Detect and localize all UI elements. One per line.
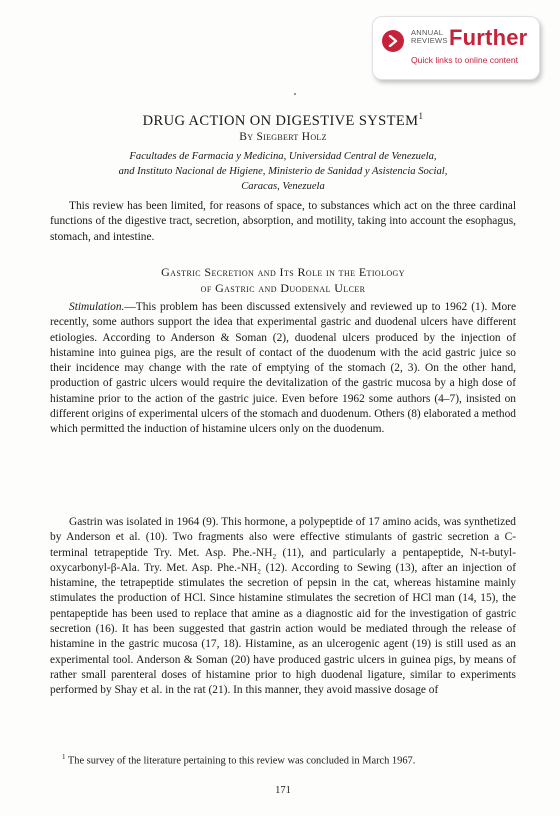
page-number: 171: [275, 785, 291, 796]
affiliation-line-3: Caracas, Venezuela: [241, 181, 325, 192]
author-line: [50, 131, 516, 143]
further-logo-circle: [382, 30, 404, 52]
article-title-text: DRUG ACTION ON DIGESTIVE SYSTEM: [142, 112, 419, 129]
quick-links-link[interactable]: Quick links to online content: [411, 55, 519, 65]
chevron-right-icon: [388, 35, 398, 47]
section-heading-line-1: Gastric Secretion and Its Role in the Etiology: [161, 265, 405, 279]
further-badge[interactable]: [372, 16, 540, 80]
stimulation-text: —This problem has been discussed extensively and reviewed up to 1962 (1). More recently, some authors support the idea that experimental gastric and duodenal ulcers have different etiologies. According to Anderson & Soman (2), duodenal ulcers produced by the injection of histamine into guinea pigs, are the result of contact of the duodenum with the acid gastric juice so their incidence may change with the rate of emptying of the stomach (2, 3). On the other hand, production of gastric ulcers would require the devitalization of the gastric mucosa by a high dose of histamine prior to the action of the gastric juice. Even before 1962 some authors (4–7), insisted on different origins of experimental ulcers of the stomach and duodenum. Others (8) elaborated a method which permitted the induction of histamine ulcers only on the duodenum.: [50, 301, 516, 436]
footnote-mark: 1: [62, 753, 66, 761]
footnote: [50, 750, 516, 768]
author-name: Siegbert Holz: [256, 131, 327, 143]
article-title: [50, 111, 516, 130]
stimulation-paragraph: [50, 300, 516, 438]
further-label: Further: [449, 25, 528, 50]
annual-label: ANNUAL: [411, 28, 444, 37]
gastrin-paragraph: Gastrin was isolated in 1964 (9). This hormone, a polypeptide of 17 amino acids, was synthetized by Anderson et al. (10). Two fragments also were effective stimulants of gastric secretion a C-terminal tetrapeptide Try. Met. Asp. Phe.-NH₂ (11), and particularly a pentapeptide, N-t-butyl-oxycarbonyl-β-Ala. Try. Met. Asp. Phe.-NH₂ (12). According to Sewing (13), after an injection of histamine, the tetrapeptide stimulates the secretion of pepsin in the cat, whereas histamine mainly stimulates the production of HCl. Since histamine stimulates the secretion of HCl man (14, 15), the pentapeptide has been used to replace that amine as a diagnostic aid for the investigation of gastric secretion (16). It has been suggested that gastrin action would be mediated through the release of histamine in the gastric mucosa (17, 18). Histamine, as an ulcerogenic agent (19) is still used as an experimental tool. Anderson & Soman (20) have produced gastric ulcers in guinea pigs, by means of rather small parenteral doses of histamine prior to high duodenal ligature, similar to experiments performed by Shay et al. in the rat (21). In this manner, they avoid massive dosage of: [50, 516, 516, 697]
affiliation: [50, 149, 516, 194]
section-heading-line-2: of Gastric and Duodenal Ulcer: [200, 281, 366, 295]
author-prefix: By: [239, 131, 257, 143]
title-footnote-mark[interactable]: 1: [418, 111, 424, 121]
affiliation-line-1: Facultades de Farmacia y Medicina, Universidad Central de Venezuela,: [129, 151, 437, 162]
intro-paragraph: This review has been limited, for reasons of space, to substances which act on the three cardinal functions of the digestive tract, secretion, absorption, and motility, taking into account the esophagus, stomach, and intestine.: [50, 200, 516, 243]
annual-reviews-wordmark: [411, 29, 448, 45]
reviews-label: REVIEWS: [411, 36, 448, 45]
section-heading: [50, 264, 516, 296]
affiliation-line-2: and Instituto Nacional de Higiene, Ministerio de Sanidad y Asistencia Social,: [118, 166, 448, 177]
footnote-text: The survey of the literature pertaining to this review was concluded in March 1967.: [65, 755, 416, 767]
stimulation-run-in: Stimulation.: [69, 301, 125, 313]
scan-speck: [294, 93, 296, 95]
